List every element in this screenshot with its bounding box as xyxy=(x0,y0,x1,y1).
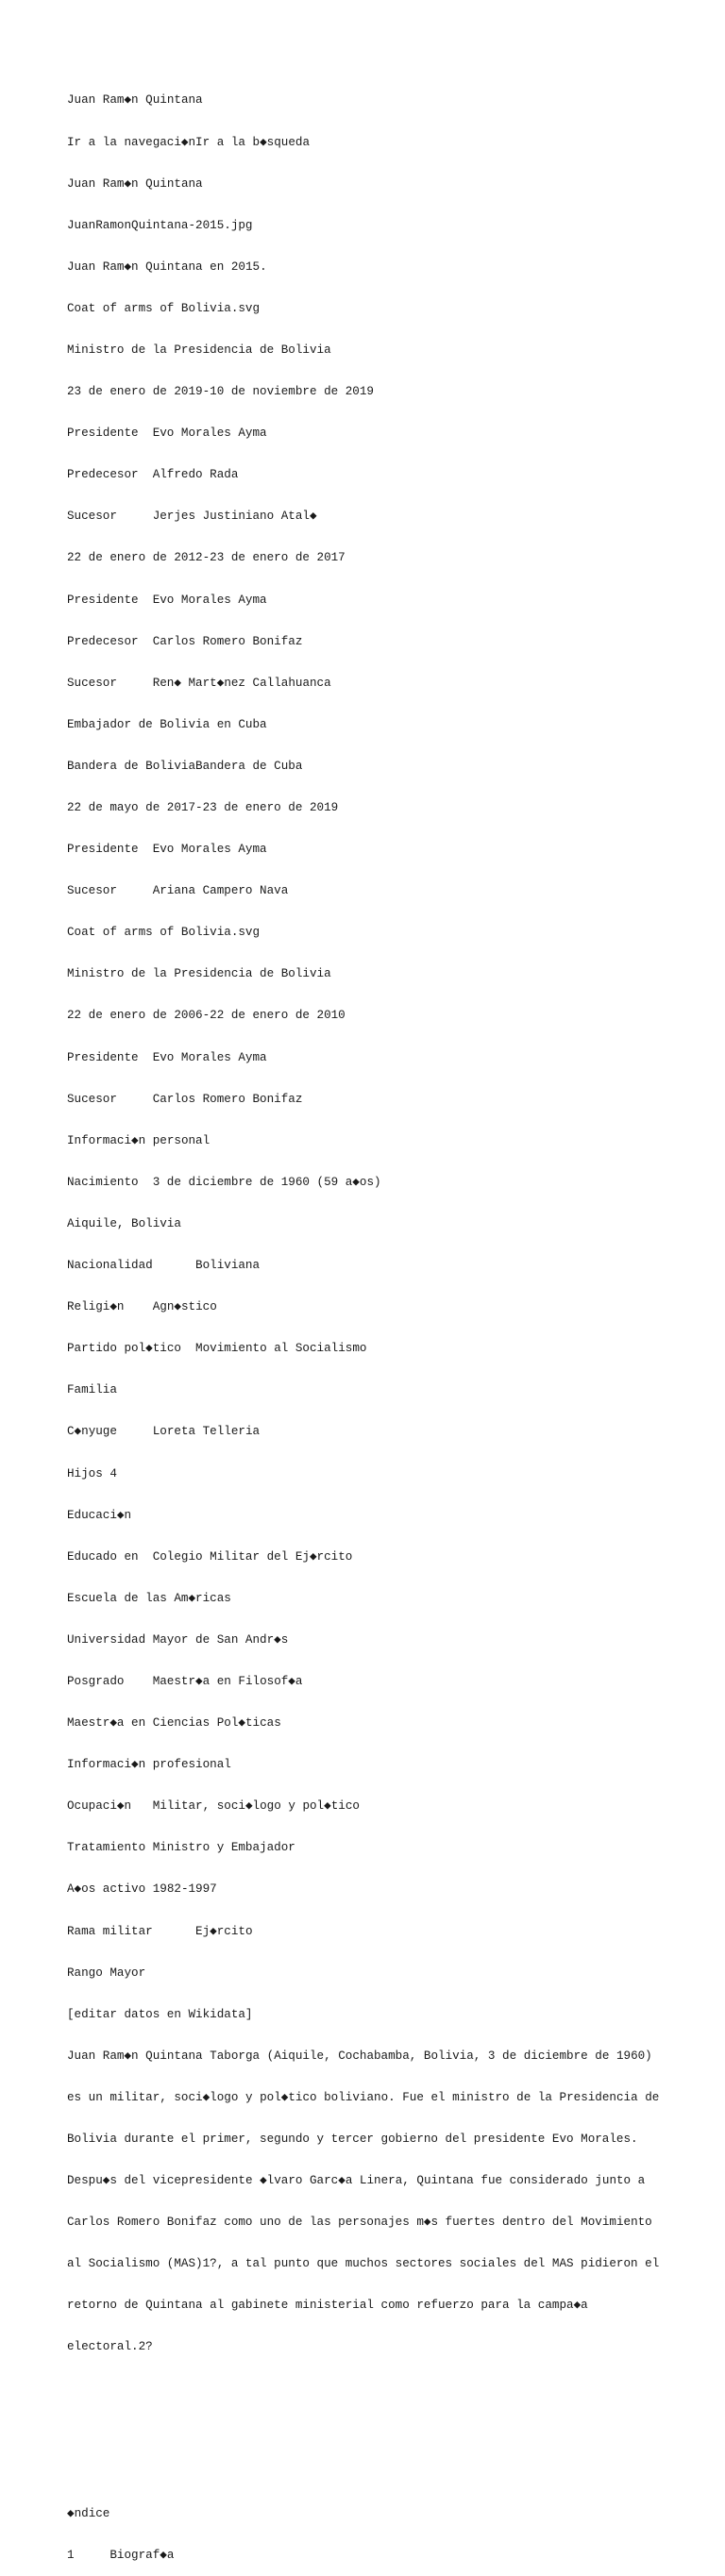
doc-line: C◆nyuge Loreta Telleria xyxy=(67,1425,261,1439)
doc-line: Aiquile, Bolivia xyxy=(67,1216,181,1230)
doc-line: [editar datos en Wikidata] xyxy=(67,2007,253,2021)
doc-line: Juan Ram◆n Quintana en 2015. xyxy=(67,259,267,274)
blank-line xyxy=(67,2466,671,2480)
doc-line: Predecesor Carlos Romero Bonifaz xyxy=(67,634,303,648)
toc-item: 1 Biograf◆a xyxy=(67,2548,175,2562)
doc-line: Escuela de las Am◆ricas xyxy=(67,1591,231,1605)
doc-line: Universidad Mayor de San Andr◆s xyxy=(67,1632,289,1647)
blank-line xyxy=(67,2424,671,2438)
doc-line: Nacimiento 3 de diciembre de 1960 (59 a◆os) xyxy=(67,1175,381,1189)
doc-line: al Socialismo (MAS)1?, a tal punto que muchos sectores sociales del MAS pidieron el xyxy=(67,2257,660,2271)
doc-line: Embajador de Bolivia en Cuba xyxy=(67,717,267,731)
doc-line: Familia xyxy=(67,1383,117,1397)
doc-line: Educaci◆n xyxy=(67,1508,132,1522)
doc-line: Ministro de la Presidencia de Bolivia xyxy=(67,967,331,981)
doc-line: Ir a la navegaci◆nIr a la b◆squeda xyxy=(67,135,311,149)
blank-line xyxy=(67,2383,671,2397)
doc-line: Nacionalidad Boliviana xyxy=(67,1259,261,1273)
doc-line: Presidente Evo Morales Ayma xyxy=(67,593,267,607)
doc-line: retorno de Quintana al gabinete ministerial como refuerzo para la campa◆a xyxy=(67,2299,588,2313)
doc-line: 22 de enero de 2012-23 de enero de 2017 xyxy=(67,551,346,565)
doc-line: Sucesor Carlos Romero Bonifaz xyxy=(67,1092,303,1106)
doc-line: Sucesor Ren◆ Mart◆nez Callahuanca xyxy=(67,676,331,690)
toc-heading: ◆ndice xyxy=(67,2506,110,2520)
doc-line: Coat of arms of Bolivia.svg xyxy=(67,926,261,940)
doc-line: Maestr◆a en Ciencias Pol◆ticas xyxy=(67,1716,281,1731)
doc-line: Religi◆n Agn◆stico xyxy=(67,1300,217,1314)
doc-line: Ministro de la Presidencia de Bolivia xyxy=(67,343,331,357)
doc-line: JuanRamonQuintana-2015.jpg xyxy=(67,218,253,232)
doc-line: Partido pol◆tico Movimiento al Socialismo xyxy=(67,1342,367,1356)
doc-line: 23 de enero de 2019-10 de noviembre de 2019 xyxy=(67,385,374,399)
doc-line: Presidente Evo Morales Ayma xyxy=(67,427,267,441)
document-body xyxy=(67,66,671,2576)
doc-line: Educado en Colegio Militar del Ej◆rcito xyxy=(67,1549,353,1564)
doc-line: Bandera de BoliviaBandera de Cuba xyxy=(67,759,303,773)
doc-line: Bolivia durante el primer, segundo y tercer gobierno del presidente Evo Morales. xyxy=(67,2133,638,2146)
doc-line: 22 de enero de 2006-22 de enero de 2010 xyxy=(67,1009,346,1023)
doc-line: Informaci◆n profesional xyxy=(67,1758,231,1772)
doc-line: es un militar, soci◆logo y pol◆tico boliviano. Fue el ministro de la Presidencia de xyxy=(67,2090,660,2104)
doc-line: Juan Ram◆n Quintana xyxy=(67,176,203,191)
doc-line: Despu◆s del vicepresidente ◆lvaro Garc◆a Linera, Quintana fue considerado junto a xyxy=(67,2174,646,2188)
doc-line: Juan Ram◆n Quintana Taborga (Aiquile, Cochabamba, Bolivia, 3 de diciembre de 1960) xyxy=(67,2049,652,2063)
doc-line: electoral.2? xyxy=(67,2340,153,2354)
doc-line: A◆os activo 1982-1997 xyxy=(67,1882,217,1897)
doc-line: Posgrado Maestr◆a en Filosof◆a xyxy=(67,1674,303,1688)
doc-line: Ocupaci◆n Militar, soci◆logo y pol◆tico xyxy=(67,1799,360,1814)
doc-line: Sucesor Jerjes Justiniano Atal◆ xyxy=(67,510,317,524)
doc-line: Sucesor Ariana Campero Nava xyxy=(67,884,289,898)
doc-line: Presidente Evo Morales Ayma xyxy=(67,843,267,857)
doc-line: 22 de mayo de 2017-23 de enero de 2019 xyxy=(67,801,339,814)
doc-line: Rama militar Ej◆rcito xyxy=(67,1924,253,1938)
doc-line: Carlos Romero Bonifaz como uno de las personajes m◆s fuertes dentro del Movimiento xyxy=(67,2216,652,2230)
doc-line: Predecesor Alfredo Rada xyxy=(67,468,239,482)
doc-line: Coat of arms of Bolivia.svg xyxy=(67,301,261,315)
doc-line: Presidente Evo Morales Ayma xyxy=(67,1050,267,1064)
doc-line: Rango Mayor xyxy=(67,1965,146,1980)
doc-line: Hijos 4 xyxy=(67,1466,117,1480)
doc-line: Juan Ram◆n Quintana xyxy=(67,93,203,108)
doc-line: Tratamiento Ministro y Embajador xyxy=(67,1841,295,1855)
doc-line: Informaci◆n personal xyxy=(67,1133,211,1147)
